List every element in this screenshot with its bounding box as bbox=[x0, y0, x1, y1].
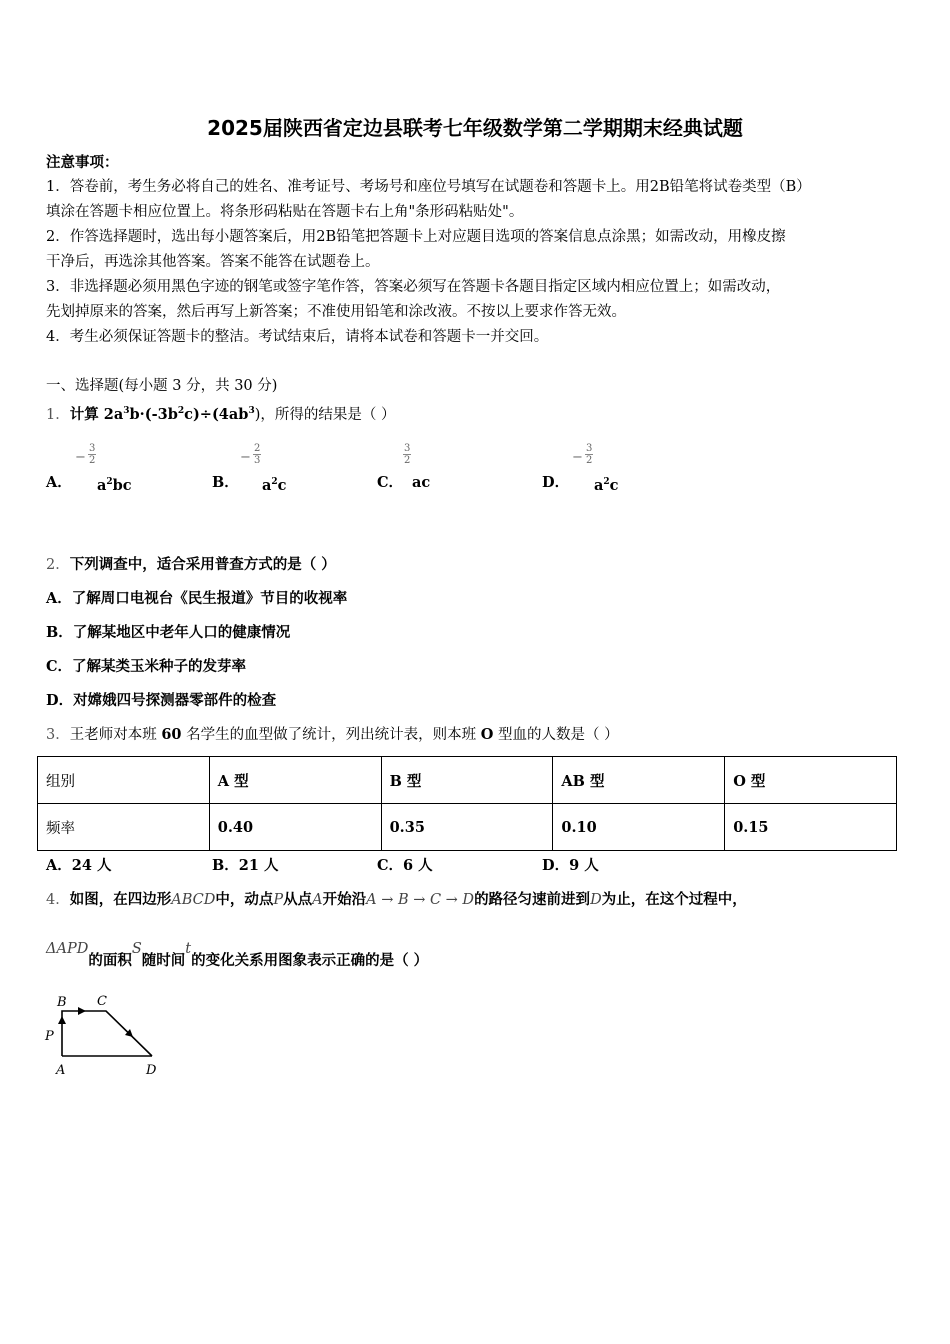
notice-heading: 注意事项： bbox=[46, 154, 119, 171]
option-b[interactable]: B． bbox=[212, 474, 239, 491]
table-cell: B 型 bbox=[381, 757, 553, 804]
label-c: C bbox=[97, 994, 107, 1009]
table-cell: 组别 bbox=[38, 757, 210, 804]
table-cell: 0.15 bbox=[725, 804, 897, 851]
question-number: 2． bbox=[46, 557, 70, 573]
question-number: 4． bbox=[46, 892, 70, 908]
section-heading: 一、选择题(每小题 3 分，共 30 分) bbox=[46, 378, 278, 394]
option-a[interactable]: A．了解周口电视台《民生报道》节目的收视率 bbox=[46, 590, 348, 607]
option-c[interactable]: C． bbox=[377, 474, 404, 491]
table-cell: 0.10 bbox=[553, 804, 725, 851]
question-1: 1．计算 $2a^3b\cdot(-3b^2c)\div(4ab^3)$，所得的结果是（ ） bbox=[46, 405, 396, 423]
q2-text: 下列调查中，适合采用普查方式的是（ ） bbox=[69, 556, 336, 573]
option-d[interactable]: D．对嫦娥四号探测器零部件的检查 bbox=[46, 692, 277, 709]
fraction: $\frac{3}{2}$ bbox=[89, 443, 96, 466]
question-number: 1． bbox=[46, 406, 70, 423]
fraction: $\frac{3}{2}$ bbox=[404, 443, 411, 466]
option-d[interactable]: D． bbox=[542, 474, 570, 491]
table-row bbox=[38, 757, 897, 804]
table-cell: AB 型 bbox=[553, 757, 725, 804]
question-4-cont: ΔAPD的面积S随时间t的变化关系用图象表示正确的是（ ） bbox=[46, 941, 429, 969]
label-b: B bbox=[57, 995, 67, 1010]
option-a[interactable]: A．24 人 bbox=[46, 857, 112, 874]
label-a: A bbox=[56, 1063, 66, 1078]
quadrilateral-figure bbox=[42, 990, 172, 1080]
label-d: D bbox=[146, 1063, 157, 1078]
notice-line: 先划掉原来的答案，然后再写上新答案；不准使用铅笔和涂改液。不按以上要求作答无效。 bbox=[46, 304, 626, 320]
minus-sign: − bbox=[240, 450, 251, 465]
table-cell: O 型 bbox=[725, 757, 897, 804]
option-a-expr: $a^2bc$ bbox=[97, 476, 132, 494]
question-number: 3． bbox=[46, 727, 70, 743]
fraction: $\frac{2}{3}$ bbox=[254, 443, 261, 466]
option-b-expr: $a^2c$ bbox=[262, 476, 287, 494]
notice-line: 2．作答选择题时，选出每小题答案后，用2B铅笔把答题卡上对应题目选项的答案信息点涂黑；如需改动，用橡皮擦 bbox=[46, 229, 786, 245]
option-c[interactable]: C．了解某类玉米种子的发芽率 bbox=[46, 658, 247, 675]
label-p: P bbox=[45, 1029, 54, 1044]
table-cell: 0.35 bbox=[381, 804, 553, 851]
table-row bbox=[38, 804, 897, 851]
option-d-expr: $a^2c$ bbox=[594, 476, 619, 494]
table-cell: 频率 bbox=[38, 804, 210, 851]
q1-text: 计算 $2a^3b\cdot(-3b^2c)\div(4ab^3$ bbox=[69, 405, 255, 423]
page-title: 2025届陕西省定边县联考七年级数学第二学期期末经典试题 bbox=[207, 116, 743, 140]
option-d[interactable]: D．9 人 bbox=[542, 857, 599, 874]
blood-type-table bbox=[37, 756, 897, 851]
question-4: 4．如图，在四边形ABCD中，动点P从点A开始沿A → B → C → D的路径匀速前进到D为止，在这个过程中， bbox=[46, 891, 747, 908]
arrow-right-icon bbox=[78, 1007, 86, 1015]
question-3: 3．王老师对本班 60 名学生的血型做了统计，列出统计表，则本班 O 型血的人数是（ ） bbox=[46, 726, 619, 743]
notice-line: 干净后，再选涂其他答案。答案不能答在试题卷上。 bbox=[46, 254, 380, 270]
minus-sign: − bbox=[572, 450, 583, 465]
option-a[interactable]: A． bbox=[46, 474, 72, 491]
option-b[interactable]: B．21 人 bbox=[212, 857, 279, 874]
notice-line: 3．非选择题必须用黑色字迹的钢笔或签字笔作答，答案必须写在答题卡各题目指定区域内相应位置上；如需改动， bbox=[46, 279, 781, 295]
notice-line: 1．答卷前，考生务必将自己的姓名、准考证号、考场号和座位号填写在试题卷和答题卡上。用2B铅笔将试卷类型（B） bbox=[46, 179, 811, 195]
arrow-up-icon bbox=[58, 1016, 66, 1024]
question-2 bbox=[46, 552, 336, 578]
minus-sign: − bbox=[75, 450, 86, 465]
option-c-expr: ac bbox=[412, 474, 431, 491]
notice-line: 4．考生必须保证答题卡的整洁。考试结束后，请将本试卷和答题卡一并交回。 bbox=[46, 329, 549, 345]
notice-line: 填涂在答题卡相应位置上。将条形码粘贴在答题卡右上角"条形码粘贴处"。 bbox=[46, 204, 524, 220]
table-cell: A 型 bbox=[209, 757, 381, 804]
fraction: $\frac{3}{2}$ bbox=[586, 443, 593, 466]
option-c[interactable]: C．6 人 bbox=[377, 857, 433, 874]
path-abcd bbox=[62, 1011, 152, 1056]
option-b[interactable]: B．了解某地区中老年人口的健康情况 bbox=[46, 624, 291, 641]
table-cell: 0.40 bbox=[209, 804, 381, 851]
